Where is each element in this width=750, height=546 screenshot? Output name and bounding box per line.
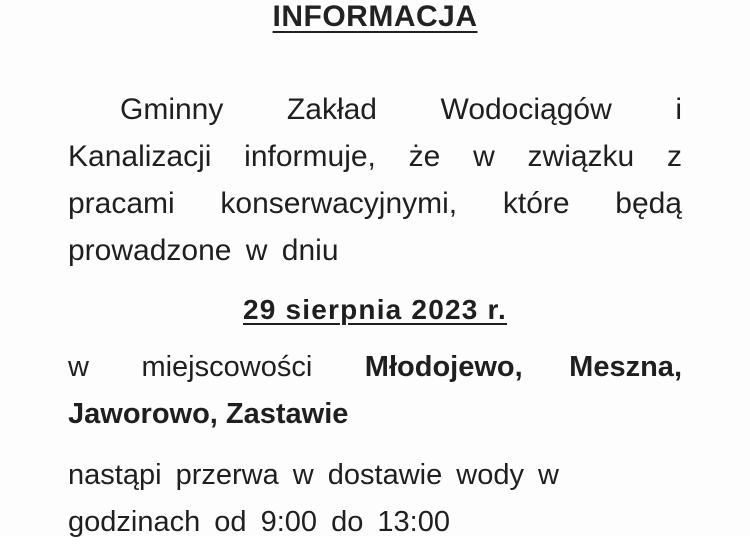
closing-paragraph-clipped: godzinach od 9:00 do 13:00 <box>68 506 450 538</box>
outage-date: 29 sierpnia 2023 r. <box>242 294 508 325</box>
title-spacer <box>68 24 682 86</box>
page-title: INFORMACJA <box>272 0 478 33</box>
closing-paragraph: nastąpi przerwa w dostawie wody w <box>68 459 559 491</box>
locations-prefix: w miejscowości <box>68 351 365 383</box>
locations-list: Młodojewo, Meszna, Jaworowo, Zastawie <box>68 351 682 430</box>
intro-paragraph-text: Gminny Zakład Wodociągów i Kanalizacji informuje, że w związku z pracami konserwacyjnymi, które będą prowadzone w dniu <box>68 93 682 267</box>
intro-paragraph <box>68 86 682 274</box>
locations-paragraph <box>68 344 682 438</box>
